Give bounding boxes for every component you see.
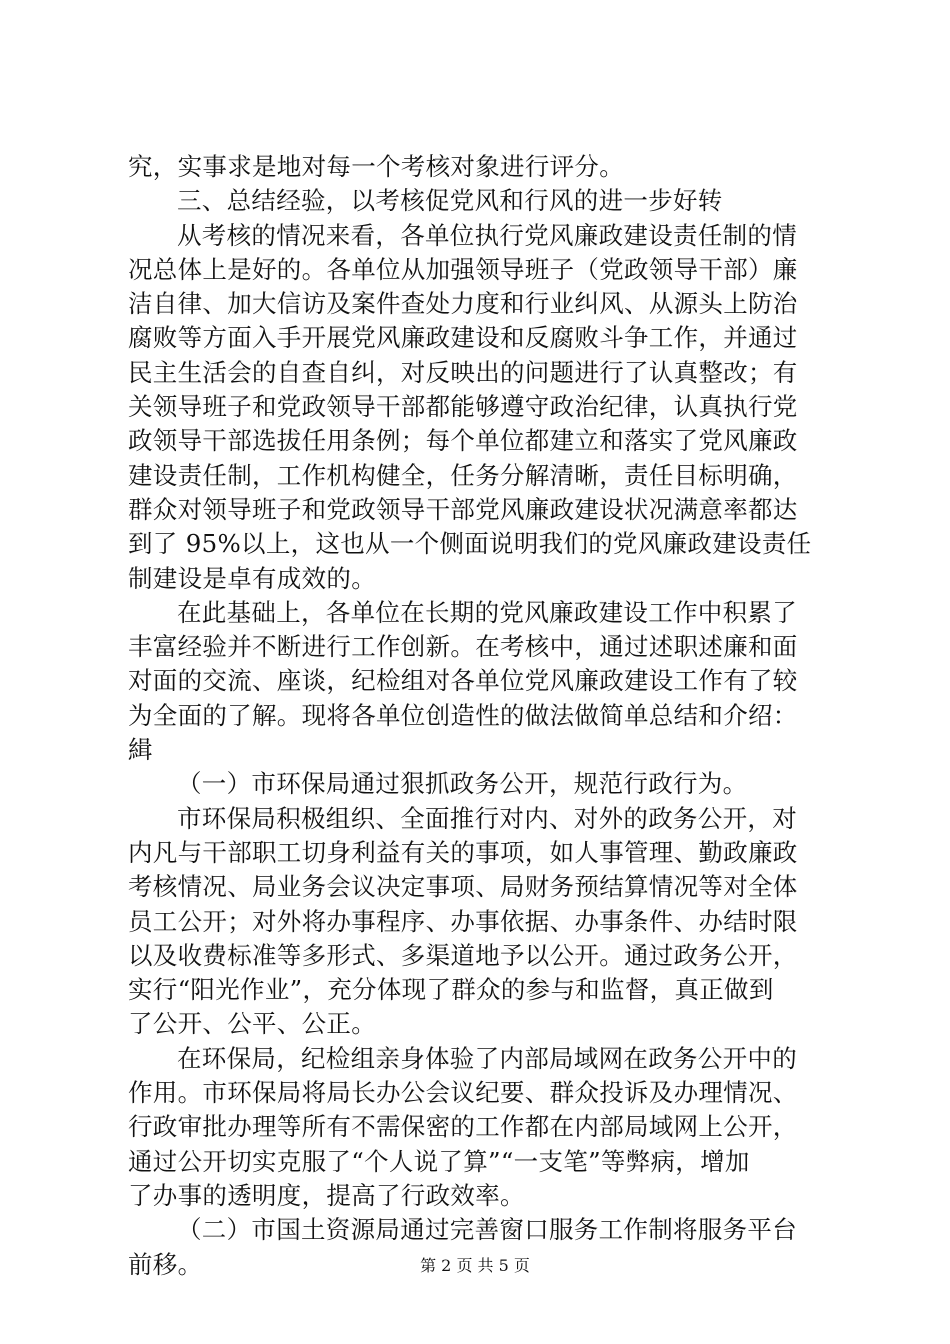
text-line: 作用。市环保局将局长办公会议纪要、群众投诉及办理情况、 bbox=[128, 1078, 798, 1108]
page-number-footer: 第 2 页 共 5 页 bbox=[420, 1256, 530, 1275]
text-line: 前移。 bbox=[128, 1249, 203, 1279]
text-line: 考核情况、局业务会议决定事项、局财务预结算情况等对全体 bbox=[128, 872, 798, 902]
text-line: 从考核的情况来看，各单位执行党风廉政建设责任制的情 bbox=[177, 220, 797, 250]
text-line: 市环保局积极组织、全面推行对内、对外的政务公开，对 bbox=[177, 803, 797, 833]
text-line: 员工公开；对外将办事程序、办事依据、办事条件、办结时限 bbox=[128, 906, 798, 936]
text-line: 三、总结经验，以考核促党风和行风的进一步好转 bbox=[177, 186, 723, 216]
document-body bbox=[128, 150, 834, 1282]
text-line: 通过公开切实克服了“个人说了算”“一支笔”等弊病，增加 bbox=[128, 1146, 750, 1176]
text-line: 建设责任制，工作机构健全，任务分解清晰，责任目标明确， bbox=[128, 460, 798, 490]
text-line: 了公开、公平、公正。 bbox=[128, 1009, 376, 1039]
text-line: 内凡与干部职工切身利益有关的事项，如人事管理、勤政廉政 bbox=[128, 837, 798, 867]
text-line: 究，实事求是地对每一个考核对象进行评分。 bbox=[128, 152, 624, 181]
text-line: 制建设是卓有成效的。 bbox=[128, 563, 376, 593]
text-line: 群众对领导班子和党政领导干部党风廉政建设状况满意率都达 bbox=[128, 494, 798, 524]
text-line: 民主生活会的自查自纠，对反映出的问题进行了认真整改；有 bbox=[128, 357, 798, 387]
text-line: （二）市国土资源局通过完善窗口服务工作制将服务平台 bbox=[177, 1215, 797, 1245]
text-line: 了办事的透明度，提高了行政效率。 bbox=[128, 1180, 525, 1210]
text-line: 在环保局，纪检组亲身体验了内部局域网在政务公开中的 bbox=[177, 1043, 797, 1073]
text-line: 在此基础上，各单位在长期的党风廉政建设工作中积累了 bbox=[177, 597, 797, 627]
text-line: 况总体上是好的。各单位从加强领导班子（党政领导干部）廉 bbox=[128, 254, 798, 284]
text-line: 到了 95%以上，这也从一个侧面说明我们的党风廉政建设责任 bbox=[128, 529, 812, 559]
text-line: （一）市环保局通过狠抓政务公开，规范行政行为。 bbox=[177, 769, 748, 799]
text-line: 腐败等方面入手开展党风廉政建设和反腐败斗争工作，并通过 bbox=[128, 323, 798, 353]
text-line: 实行“阳光作业”，充分体现了群众的参与和监督，真正做到 bbox=[128, 975, 774, 1005]
text-line: 以及收费标准等多形式、多渠道地予以公开。通过政务公开， bbox=[128, 940, 798, 970]
text-line: 关领导班子和党政领导干部都能够遵守政治纪律，认真执行党 bbox=[128, 392, 798, 422]
text-line: 为全面的了解。现将各单位创造性的做法做简单总结和介绍： bbox=[128, 700, 798, 730]
text-line: 緝 bbox=[128, 735, 153, 765]
text-line: 政领导干部选拔任用条例；每个单位都建立和落实了党风廉政 bbox=[128, 426, 798, 456]
text-line: 丰富经验并不断进行工作创新。在考核中，通过述职述廉和面 bbox=[128, 632, 798, 662]
text-line: 对面的交流、座谈，纪检组对各单位党风廉政建设工作有了较 bbox=[128, 666, 798, 696]
text-line: 行政审批办理等所有不需保密的工作都在内部局域网上公开， bbox=[128, 1112, 798, 1142]
text-line: 洁自律、加大信访及案件查处力度和行业纠风、从源头上防治 bbox=[128, 289, 798, 319]
